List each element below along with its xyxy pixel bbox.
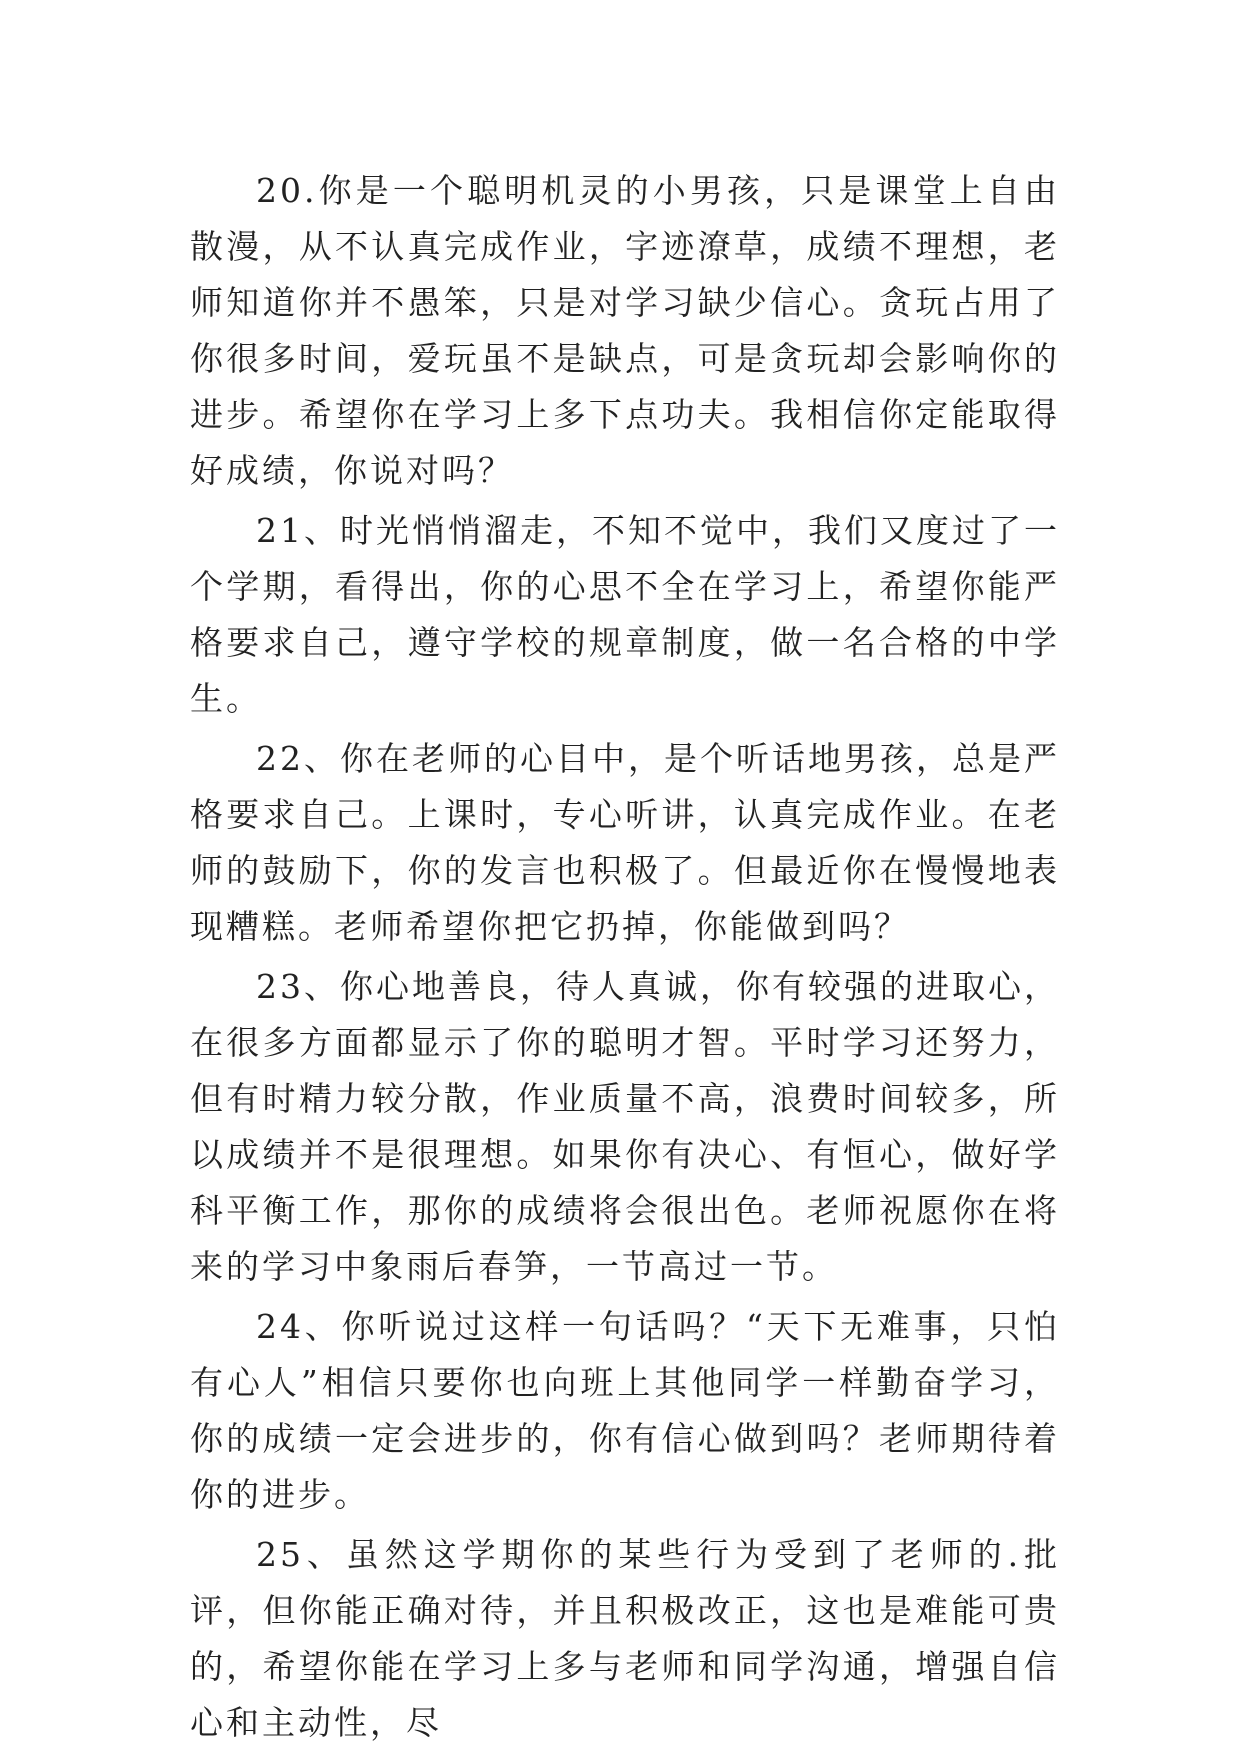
paragraph-20: 20.你是一个聪明机灵的小男孩，只是课堂上自由散漫，从不认真完成作业，字迹潦草，成绩不理想，老师知道你并不愚笨，只是对学习缺少信心。贪玩占用了你很多时间，爱玩虽不是缺点，可是贪玩却会影响你的进步。希望你在学习上多下点功夫。我相信你定能取得好成绩，你说对吗？ (190, 171, 1060, 490)
paragraph-24: 24、你听说过这样一句话吗？“天下无难事，只怕有心人”相信只要你也向班上其他同学一样勤奋学习，你的成绩一定会进步的，你有信心做到吗？老师期待着你的进步。 (190, 1307, 1060, 1514)
paragraph-21: 21、时光悄悄溜走，不知不觉中，我们又度过了一个学期，看得出，你的心思不全在学习上，希望你能严格要求自己，遵守学校的规章制度，做一名合格的中学生。 (190, 511, 1060, 718)
paragraph-25: 25、虽然这学期你的某些行为受到了老师的.批评，但你能正确对待，并且积极改正，这也是难能可贵的，希望你能在学习上多与老师和同学沟通，增强自信心和主动性，尽 (190, 1535, 1060, 1742)
paragraph-23: 23、你心地善良，待人真诚，你有较强的进取心，在很多方面都显示了你的聪明才智。平时学习还努力，但有时精力较分散，作业质量不高，浪费时间较多，所以成绩并不是很理想。如果你有决心、有恒心，做好学科平衡工作，那你的成绩将会很出色。老师祝愿你在将来的学习中象雨后春笋，一节高过一节。 (190, 967, 1060, 1286)
paragraph-22: 22、你在老师的心目中，是个听话地男孩，总是严格要求自己。上课时，专心听讲，认真完成作业。在老师的鼓励下，你的发言也积极了。但最近你在慢慢地表现糟糕。老师希望你把它扔掉，你能做到吗？ (190, 739, 1060, 946)
document-body (190, 163, 1060, 1755)
